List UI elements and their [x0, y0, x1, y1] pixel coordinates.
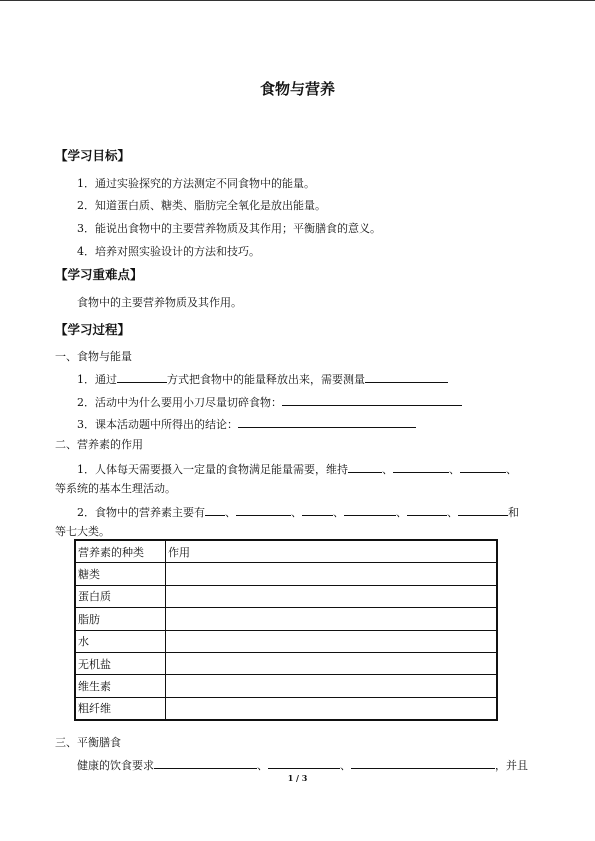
answer-blank[interactable]	[236, 506, 291, 516]
answer-blank[interactable]	[205, 506, 225, 516]
part1-question-1	[77, 371, 448, 387]
question-text: 2．活动中为什么要用小刀尽量切碎食物：	[77, 396, 282, 409]
table-row	[75, 585, 497, 607]
table-row	[75, 630, 497, 652]
part3-question	[77, 757, 528, 773]
part2-heading: 二、营养素的作用	[55, 438, 143, 451]
table-row	[75, 675, 497, 697]
answer-blank[interactable]	[302, 506, 333, 516]
function-cell[interactable]	[166, 563, 498, 585]
nutrient-name: 糖类	[75, 563, 166, 585]
section-heading-key-points: 【学习重难点】	[55, 267, 143, 282]
nutrient-name: 无机盐	[75, 652, 166, 674]
part1-question-3	[77, 416, 416, 432]
separator: 、	[225, 506, 236, 519]
answer-blank[interactable]	[154, 759, 257, 769]
answer-blank[interactable]	[268, 759, 340, 769]
part2-question-1	[77, 461, 517, 477]
part1-heading: 一、食物与能量	[55, 350, 132, 363]
separator: 、	[382, 463, 393, 476]
nutrient-name: 脂肪	[75, 608, 166, 630]
separator: 、	[257, 759, 268, 772]
trailing-text: ，并且	[495, 759, 528, 772]
answer-blank[interactable]	[117, 373, 167, 383]
table-header-cell: 作用	[166, 540, 498, 563]
answer-blank[interactable]	[282, 396, 462, 406]
part2-question-1-cont: 等系统的基本生理活动。	[55, 482, 176, 495]
question-text: 方式把食物中的能量释放出来，需要测量	[167, 373, 365, 386]
function-cell[interactable]	[166, 608, 498, 630]
nutrient-name: 水	[75, 630, 166, 652]
question-text: 1．通过	[77, 373, 117, 386]
answer-blank[interactable]	[365, 373, 448, 383]
answer-blank[interactable]	[238, 418, 416, 428]
top-border	[0, 0, 595, 1]
goal-item: 2．知道蛋白质、糖类、脂肪完全氧化是放出能量。	[77, 199, 326, 212]
table-row	[75, 652, 497, 674]
question-text: 1．人体每天需要摄入一定量的食物满足能量需要，维持	[77, 463, 348, 476]
nutrient-name: 蛋白质	[75, 585, 166, 607]
table-header-row	[75, 540, 497, 563]
nutrient-name: 维生素	[75, 675, 166, 697]
function-cell[interactable]	[166, 585, 498, 607]
answer-blank[interactable]	[393, 463, 449, 473]
answer-blank[interactable]	[344, 506, 396, 516]
separator: 、	[447, 506, 458, 519]
page-number: 1 / 3	[287, 773, 308, 783]
separator: 、	[333, 506, 344, 519]
section-heading-process: 【学习过程】	[55, 322, 131, 337]
table-row	[75, 697, 497, 720]
function-cell[interactable]	[166, 652, 498, 674]
function-cell[interactable]	[166, 675, 498, 697]
question-text: 健康的饮食要求	[77, 759, 154, 772]
question-text: 2．食物中的营养素主要有	[77, 506, 205, 519]
nutrient-table	[74, 539, 498, 721]
part2-question-2-cont: 等七大类。	[55, 525, 110, 538]
answer-blank[interactable]	[460, 463, 506, 473]
function-cell[interactable]	[166, 630, 498, 652]
goal-item: 1．通过实验探究的方法测定不同食物中的能量。	[77, 177, 315, 190]
goal-item: 4．培养对照实验设计的方法和技巧。	[77, 245, 260, 258]
part2-question-2	[77, 504, 519, 520]
nutrient-name: 粗纤维	[75, 697, 166, 720]
separator: 、	[291, 506, 302, 519]
answer-blank[interactable]	[458, 506, 508, 516]
answer-blank[interactable]	[407, 506, 447, 516]
section-heading-goals: 【学习目标】	[55, 148, 131, 163]
part1-question-2	[77, 394, 462, 410]
separator: 、	[506, 463, 517, 476]
connector-and: 和	[508, 506, 519, 519]
part3-heading: 三、平衡膳食	[55, 736, 121, 749]
question-text: 3．课本活动题中所得出的结论：	[77, 418, 238, 431]
key-point-text: 食物中的主要营养物质及其作用。	[77, 296, 242, 309]
function-cell[interactable]	[166, 697, 498, 720]
table-header-cell: 营养素的种类	[75, 540, 166, 563]
table-row	[75, 563, 497, 585]
page-title: 食物与营养	[259, 80, 335, 98]
answer-blank[interactable]	[351, 759, 495, 769]
separator: 、	[340, 759, 351, 772]
separator: 、	[396, 506, 407, 519]
goal-item: 3．能说出食物中的主要营养物质及其作用；平衡膳食的意义。	[77, 222, 381, 235]
separator: 、	[449, 463, 460, 476]
answer-blank[interactable]	[348, 463, 382, 473]
table-row	[75, 608, 497, 630]
